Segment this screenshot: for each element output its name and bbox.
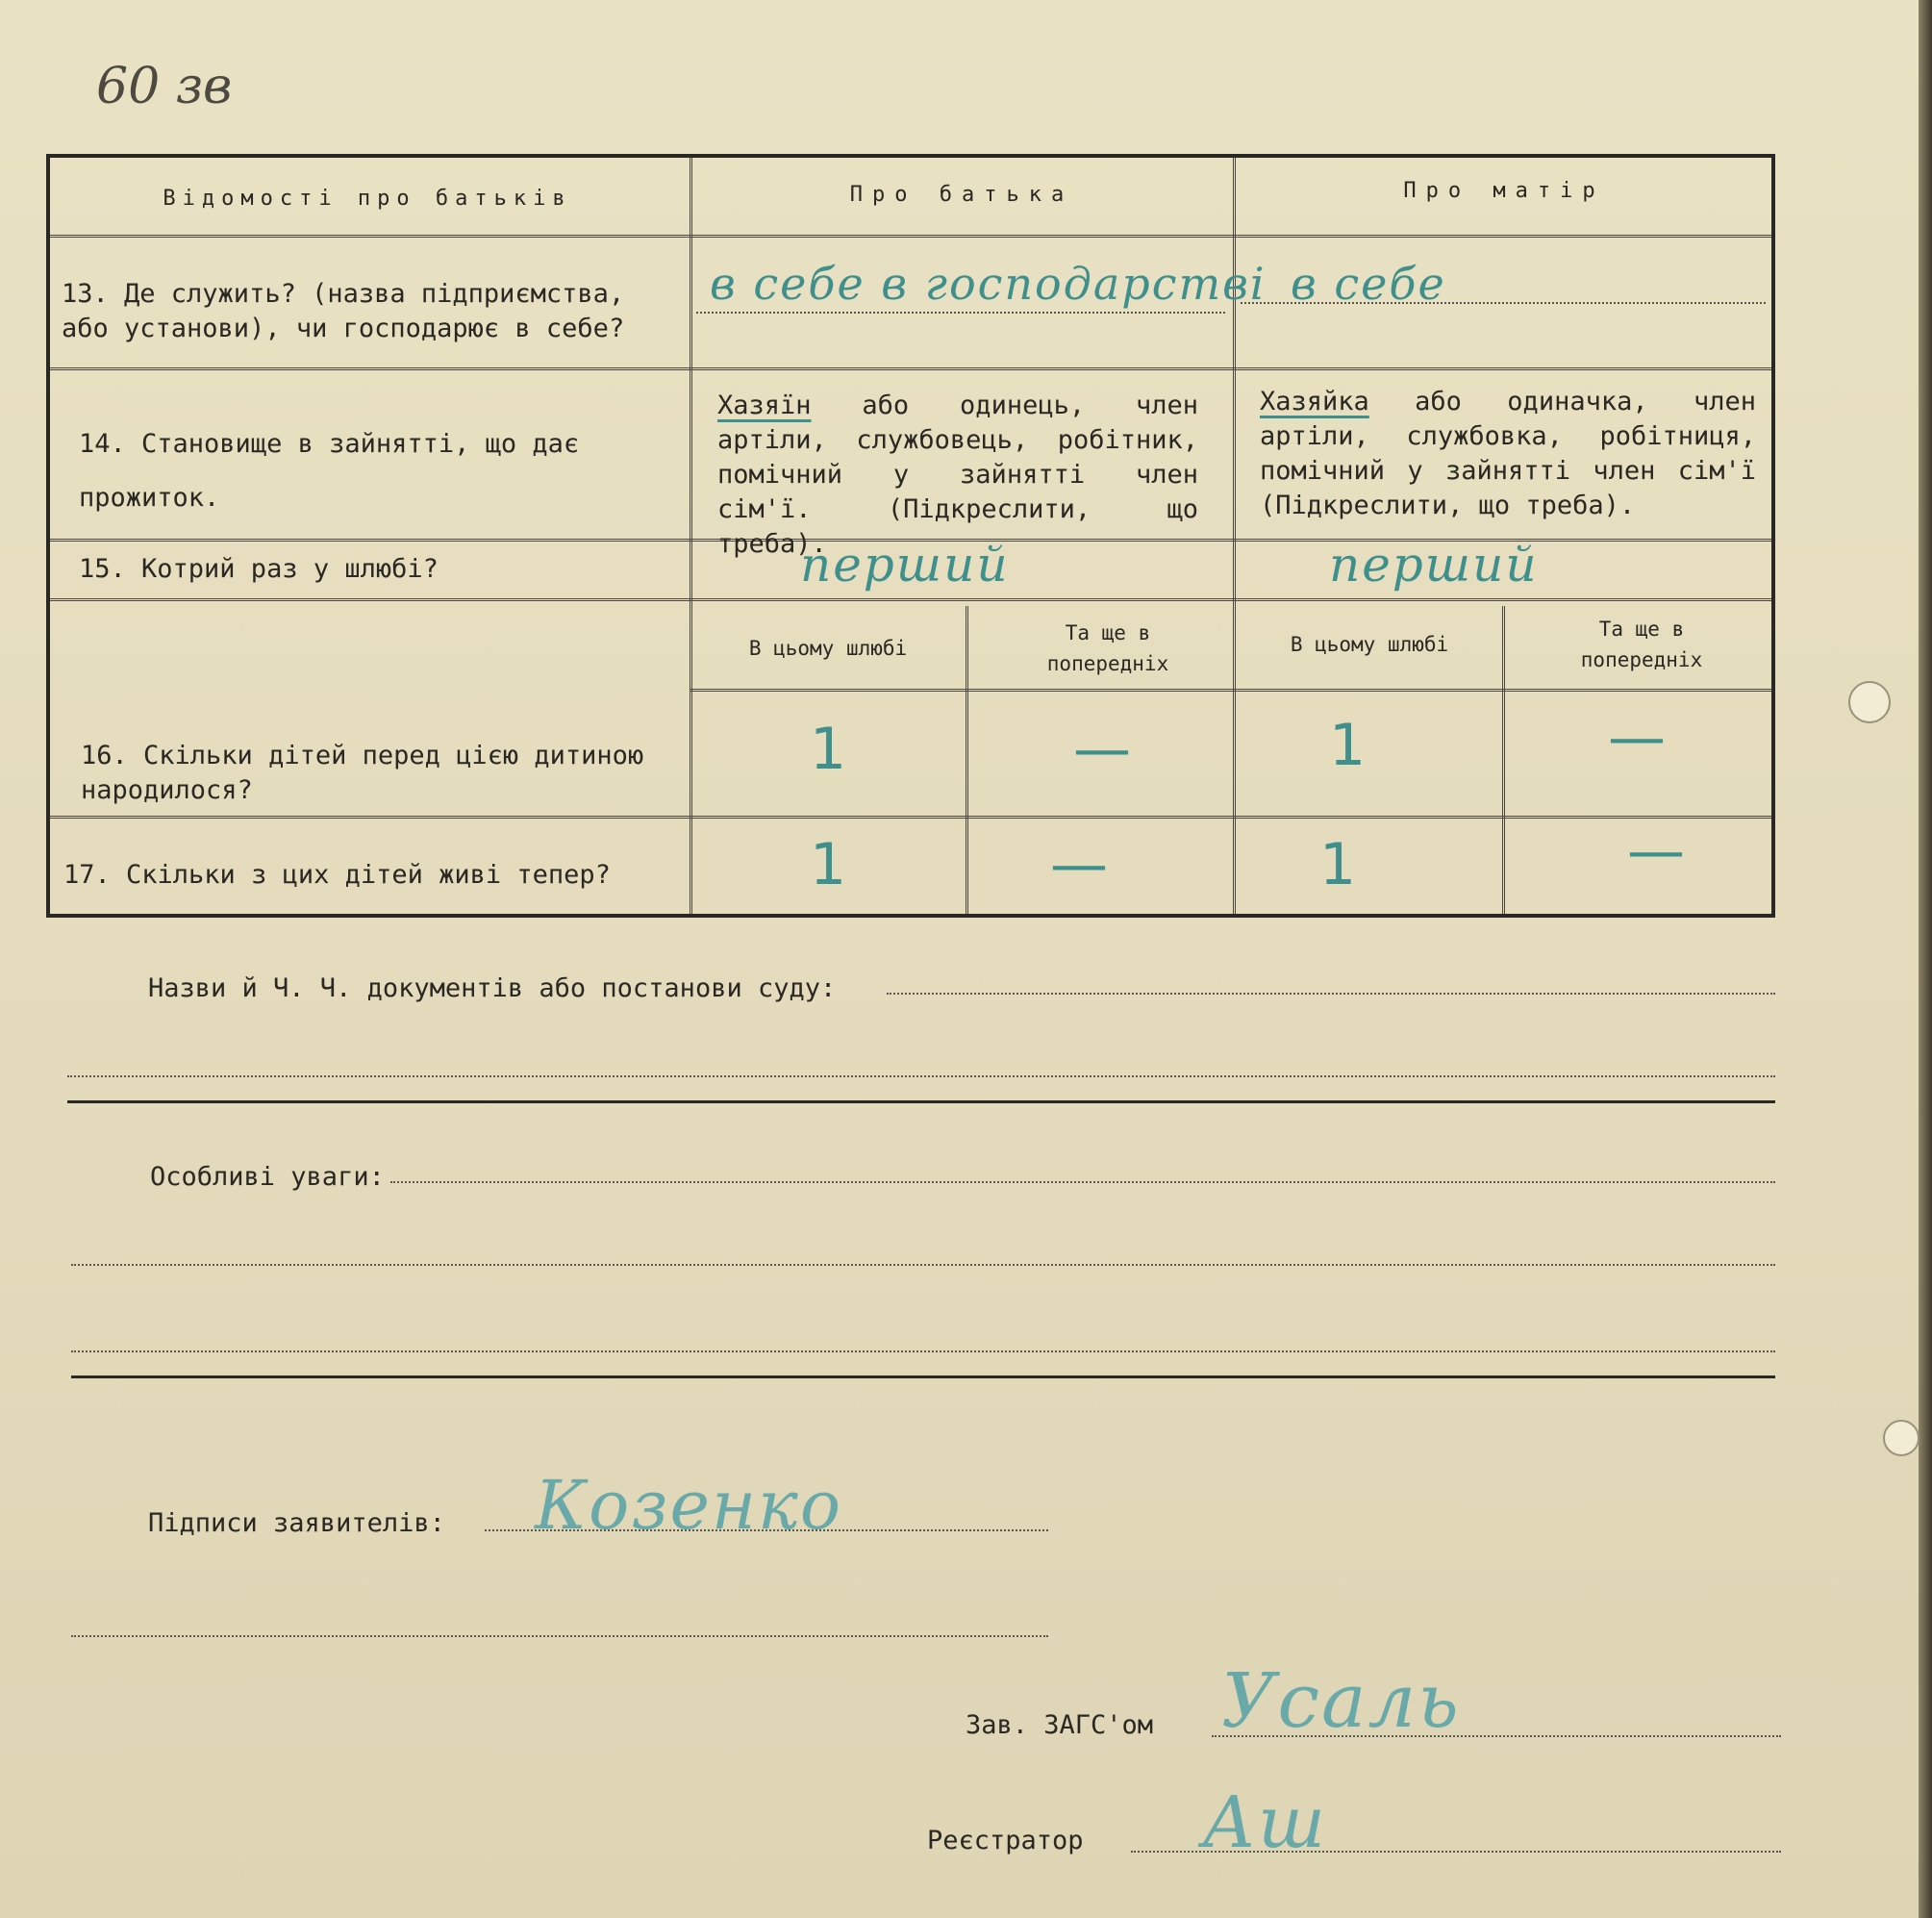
q14-mother-selected: Хазяйка	[1260, 387, 1369, 416]
q13-label: 13. Де служить? (назва підприємства, або установи), чи господарює в себе?	[62, 279, 625, 343]
subheader-father-this: В цьому шлюбі	[748, 637, 908, 660]
remarks-line	[71, 1350, 1775, 1352]
remarks-line	[390, 1181, 1775, 1183]
documents-label: Назви й Ч. Ч. документів або постанови суду:	[148, 973, 837, 1003]
page-number: 60 зв	[96, 58, 233, 115]
documents-line	[887, 993, 1775, 995]
subheader-mother-prev: Та ще в попередніх	[1580, 618, 1703, 671]
applicants-label: Підписи заявителів:	[148, 1508, 445, 1538]
q16-label: 16. Скільки дітей перед цією дитиною народилося?	[81, 741, 644, 805]
q16-father-prev: —	[1073, 716, 1131, 783]
q16-mother-prev: —	[1608, 704, 1666, 771]
q13-father-answer: в себе в господарстві	[710, 258, 1267, 310]
q17-mother-this: 1	[1319, 831, 1357, 898]
head-label: Зав. ЗАГС'ом	[966, 1710, 1154, 1740]
header-label: Відомості про батьків	[163, 187, 572, 211]
fill-line	[696, 312, 1225, 314]
q17-mother-prev: —	[1627, 818, 1685, 885]
applicants-signature: Козенко	[535, 1466, 842, 1545]
documents-line	[67, 1075, 1775, 1077]
q14-mother-rest: або одиначка, член артіли, службовка, робітниця, помічний у зайнятті член сім'ї (Підкреслити, що треба).	[1260, 387, 1756, 520]
q13-mother-answer: в себе	[1291, 258, 1446, 310]
page-edge	[1919, 0, 1932, 1918]
binder-hole	[1883, 1420, 1919, 1456]
q14-father-options	[717, 389, 1198, 562]
q16-father-this: 1	[810, 716, 847, 783]
applicants-line	[71, 1635, 1048, 1637]
registrar-signature: Аш	[1202, 1781, 1328, 1864]
header-father: Про батька	[849, 183, 1074, 207]
row-divider	[50, 598, 1771, 601]
q14-father-selected: Хазяїн	[717, 391, 812, 420]
q14-father-rest: або одинець, член артіли, службовець, робітник, помічний у зайнятті член сім'ї. (Підкреслити, що треба).	[717, 391, 1198, 559]
row-divider	[50, 235, 1771, 238]
binder-hole	[1848, 681, 1891, 723]
column-divider	[690, 158, 692, 914]
q17-father-this: 1	[810, 831, 847, 898]
row-divider	[50, 367, 1771, 370]
header-mother: Про матір	[1403, 179, 1605, 203]
q15-father-answer: перший	[800, 537, 1010, 593]
parents-info-table	[46, 154, 1775, 918]
registrar-label: Реєстратор	[927, 1826, 1084, 1855]
column-divider	[966, 606, 968, 914]
subheader-father-prev: Та ще в попередніх	[1046, 621, 1169, 675]
head-signature: Усаль	[1221, 1658, 1461, 1745]
q16-mother-this: 1	[1329, 712, 1367, 779]
q17-label: 17. Скільки з цих дітей живі тепер?	[63, 860, 611, 890]
section-rule	[67, 1100, 1775, 1103]
q14-mother-options	[1260, 385, 1756, 523]
remarks-label: Особливі уваги:	[150, 1162, 385, 1192]
q15-label: 15. Котрий раз у шлюбі?	[79, 554, 439, 584]
q15-mother-answer: перший	[1329, 537, 1539, 593]
q14-label: 14. Становище в зайнятті, що дає прожиток.	[79, 429, 580, 513]
section-rule	[71, 1375, 1775, 1378]
subheader-mother-this: В цьому шлюбі	[1290, 633, 1449, 656]
row-divider	[50, 816, 1771, 819]
remarks-line	[71, 1264, 1775, 1266]
column-divider	[1502, 606, 1505, 914]
q17-father-prev: —	[1050, 831, 1108, 898]
row-divider	[690, 689, 1771, 692]
